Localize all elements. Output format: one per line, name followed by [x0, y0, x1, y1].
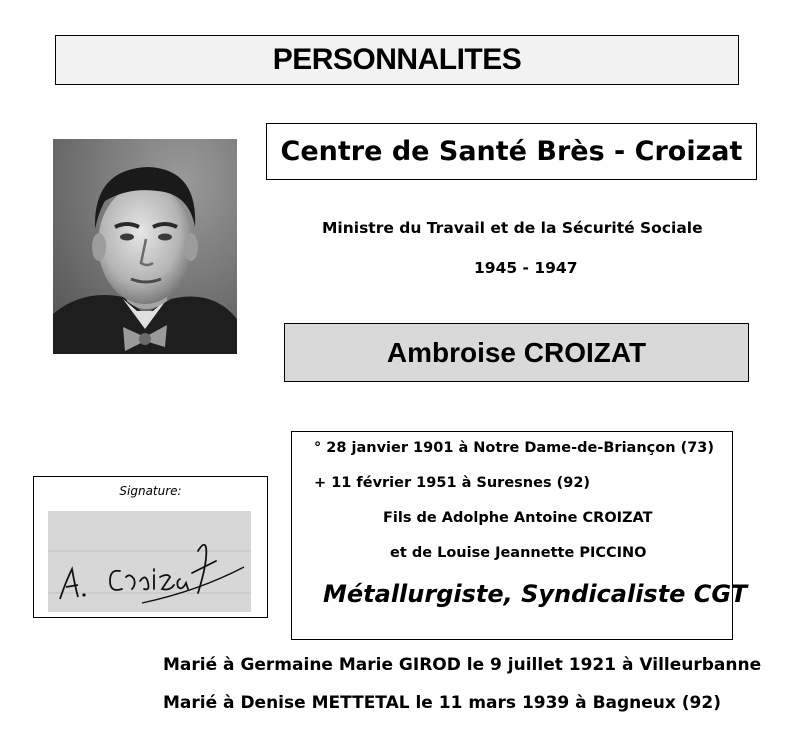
role-years: 1945 - 1947 — [474, 259, 578, 277]
person-name: Ambroise CROIZAT — [386, 336, 647, 368]
signature-image — [48, 511, 251, 612]
page-title: PERSONNALITES — [272, 43, 522, 76]
profession-line: Métallurgiste, Syndicaliste CGT — [323, 580, 748, 608]
person-name-box — [284, 323, 749, 382]
portrait-photo — [53, 139, 237, 354]
marriage-line: Marié à Germaine Marie GIROD le 9 juillet 1921 à Villeurbanne — [163, 655, 762, 675]
father-line: Fils de Adolphe Antoine CROIZAT — [383, 510, 653, 526]
signature-label: Signature: — [119, 484, 182, 498]
signature-box — [33, 476, 268, 618]
center-name: Centre de Santé Brès - Croizat — [280, 136, 743, 167]
role-title: Ministre du Travail et de la Sécurité Sociale — [322, 219, 703, 237]
info-box — [291, 431, 733, 640]
death-line: + 11 février 1951 à Suresnes (92) — [314, 475, 591, 491]
mother-line: et de Louise Jeannette PICCINO — [390, 545, 647, 561]
center-name-box — [266, 123, 757, 180]
header-title-box — [55, 35, 739, 85]
marriage-line: Marié à Denise METTETAL le 11 mars 1939 à Bagneux (92) — [163, 693, 721, 713]
birth-line: ° 28 janvier 1901 à Notre Dame-de-Briançon (73) — [314, 440, 715, 456]
portrait-image — [53, 139, 237, 354]
